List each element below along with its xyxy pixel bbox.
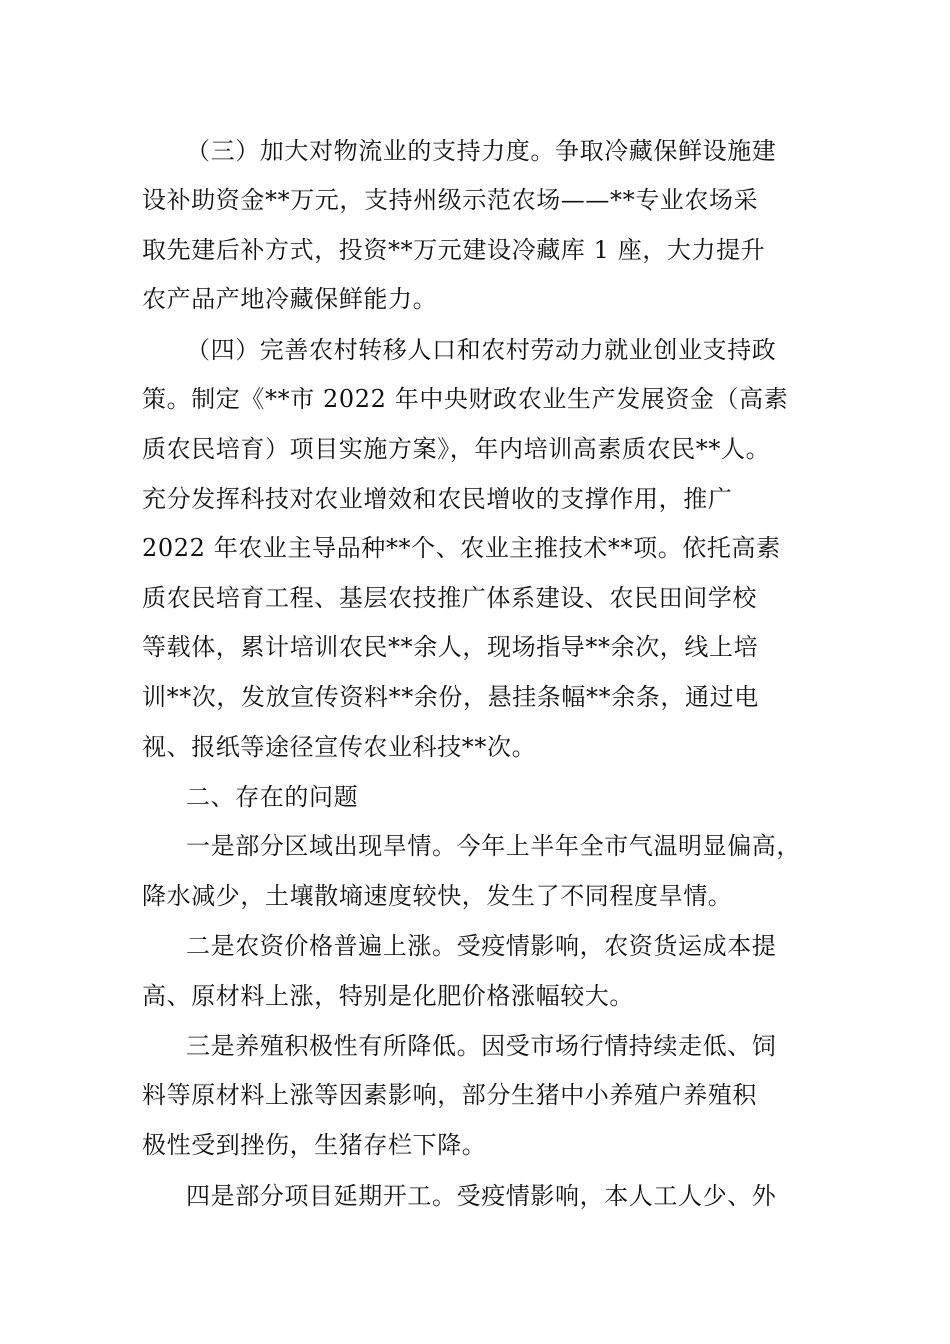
issue-3-line-2: 料等原材料上涨等因素影响，部分生猪中小养殖户养殖积	[142, 1081, 757, 1109]
issue-1-line-1: 一是部分区域出现旱情。今年上半年全市气温明显偏高，	[186, 832, 801, 860]
issue-2-line-2: 高、原材料上涨，特别是化肥价格涨幅较大。	[142, 982, 634, 1010]
paragraph-4-line-5: 2022 年农业主导品种**个、农业主推技术**项。依托高素	[142, 534, 781, 562]
paragraph-4-line-1: （四）完善农村转移人口和农村劳动力就业创业支持政	[186, 336, 777, 364]
issue-3-line-3: 极性受到挫伤，生猪存栏下降。	[142, 1131, 487, 1159]
section-heading: 二、存在的问题	[186, 783, 359, 811]
paragraph-4-line-6: 质农民培育工程、基层农技推广体系建设、农民田间学校	[142, 584, 757, 612]
paragraph-3-line-3: 取先建后补方式，投资**万元建设冷藏库 1 座，大力提升	[142, 236, 766, 264]
paragraph-4-line-2: 策。制定《**市 2022 年中央财政农业生产发展资金（高素	[142, 385, 789, 413]
paragraph-3-line-2: 设补助资金**万元，支持州级示范农场——**专业农场采	[142, 186, 759, 214]
paragraph-4-line-3: 质农民培育）项目实施方案》，年内培训高素质农民**人。	[142, 435, 771, 463]
issue-3-line-1: 三是养殖积极性有所降低。因受市场行情持续走低、饲	[186, 1032, 777, 1060]
paragraph-4-line-9: 视、报纸等途径宣传农业科技**次。	[142, 733, 537, 761]
paragraph-3-line-4: 农产品产地冷藏保鲜能力。	[142, 285, 438, 313]
issue-1-line-2: 降水减少，土壤散墒速度较快，发生了不同程度旱情。	[142, 882, 733, 910]
paragraph-3-line-1: （三）加大对物流业的支持力度。争取冷藏保鲜设施建	[186, 137, 777, 165]
paragraph-4-line-8: 训**次，发放宣传资料**余份，悬挂条幅**余条，通过电	[142, 683, 759, 711]
paragraph-4-line-7: 等载体，累计培训农民**余人，现场指导**余次，线上培	[142, 633, 759, 661]
paragraph-4-line-4: 充分发挥科技对农业增效和农民增收的支撑作用，推广	[142, 485, 733, 513]
issue-4-line-1: 四是部分项目延期开工。受疫情影响，本人工人少、外	[186, 1182, 777, 1210]
issue-2-line-1: 二是农资价格普遍上涨。受疫情影响，农资货运成本提	[186, 932, 777, 960]
